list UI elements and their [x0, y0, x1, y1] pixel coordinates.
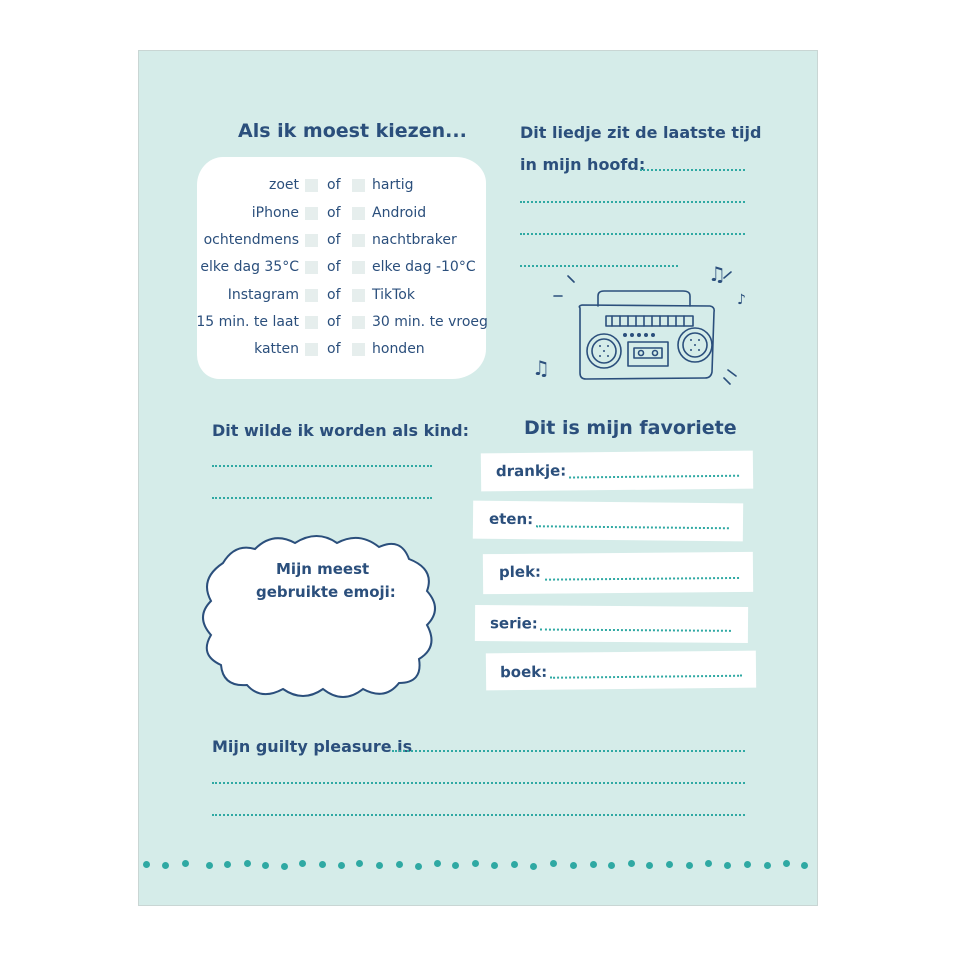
- favorite-label: drankje:: [495, 461, 567, 481]
- footer-dot: [666, 861, 673, 868]
- footer-dot: [646, 862, 653, 869]
- song-prompt: Dit liedje zit de laatste tijd: [520, 123, 762, 142]
- footer-dot: [162, 862, 169, 869]
- checkbox-left[interactable]: [305, 234, 318, 247]
- favorite-series-field[interactable]: [475, 605, 748, 643]
- footer-dot: [783, 860, 790, 867]
- footer-dot: [434, 860, 441, 867]
- choice-left: iPhone: [251, 205, 299, 221]
- favorite-line[interactable]: [540, 629, 731, 632]
- song-line[interactable]: [520, 201, 745, 203]
- footer-dot: [764, 862, 771, 869]
- choice-row: [197, 259, 486, 279]
- checkbox-left[interactable]: [305, 261, 318, 274]
- choice-right: elke dag -10°C: [372, 259, 476, 275]
- kid-line[interactable]: [212, 465, 432, 467]
- footer-dot: [452, 862, 459, 869]
- song-line[interactable]: [520, 233, 745, 235]
- checkbox-right[interactable]: [352, 343, 365, 356]
- choice-or: of: [327, 232, 341, 248]
- choice-right: hartig: [372, 177, 414, 193]
- choice-row: [197, 341, 486, 361]
- favorite-line[interactable]: [550, 675, 742, 679]
- choice-right: 30 min. te vroeg: [372, 314, 488, 330]
- music-note-icon: ♫: [708, 262, 726, 286]
- footer-dot: [143, 861, 150, 868]
- choice-left: zoet: [268, 177, 299, 193]
- choice-left: katten: [254, 341, 299, 357]
- choice-left: ochtendmens: [203, 232, 299, 248]
- choice-right: nachtbraker: [372, 232, 457, 248]
- choice-right: Android: [372, 205, 427, 221]
- footer-dot: [801, 862, 808, 869]
- footer-dot: [686, 862, 693, 869]
- emoji-cloud[interactable]: [195, 525, 443, 705]
- checkbox-left[interactable]: [305, 207, 318, 220]
- favorite-label: serie:: [489, 614, 538, 633]
- checkbox-right[interactable]: [352, 261, 365, 274]
- choice-or: of: [327, 314, 341, 330]
- footer-dot: [338, 862, 345, 869]
- checkbox-left[interactable]: [305, 316, 318, 329]
- footer-dot: [319, 861, 326, 868]
- footer-dot: [570, 862, 577, 869]
- music-note-icon: ♫: [532, 356, 550, 380]
- footer-dot: [244, 860, 251, 867]
- song-prompt-2: in mijn hoofd:: [520, 155, 646, 174]
- favorite-drink-field[interactable]: [481, 451, 753, 492]
- footer-dot: [262, 862, 269, 869]
- footer-dot: [356, 860, 363, 867]
- footer-dot: [206, 862, 213, 869]
- footer-dot: [705, 860, 712, 867]
- kid-line[interactable]: [212, 497, 432, 499]
- footer-dot: [281, 863, 288, 870]
- footer-dot: [744, 861, 751, 868]
- footer-dot: [628, 860, 635, 867]
- footer-dot: [608, 862, 615, 869]
- choices-card: [197, 157, 486, 379]
- favorite-line[interactable]: [545, 577, 739, 581]
- footer-dot: [182, 860, 189, 867]
- music-note-icon: ♪: [737, 292, 746, 308]
- favorite-line[interactable]: [536, 525, 729, 529]
- checkbox-left[interactable]: [305, 179, 318, 192]
- favorite-place-field[interactable]: [483, 552, 753, 594]
- footer-dot: [472, 860, 479, 867]
- guilty-line[interactable]: [212, 814, 745, 816]
- choice-left: Instagram: [227, 287, 299, 303]
- emoji-prompt: Mijn meest: [276, 560, 370, 578]
- song-line[interactable]: [640, 169, 745, 171]
- favorites-title: Dit is mijn favoriete: [524, 417, 737, 439]
- footer-dot: [511, 861, 518, 868]
- choice-row: [197, 232, 486, 252]
- checkbox-right[interactable]: [352, 289, 365, 302]
- choice-or: of: [327, 205, 341, 221]
- favorite-label: boek:: [499, 662, 548, 682]
- choice-right: TikTok: [372, 287, 415, 303]
- choice-or: of: [327, 259, 341, 275]
- choice-right: honden: [372, 341, 425, 357]
- footer-dot: [396, 861, 403, 868]
- footer-dot: [415, 863, 422, 870]
- choice-left: 15 min. te laat: [196, 314, 299, 330]
- checkbox-right[interactable]: [352, 207, 365, 220]
- choice-left: elke dag 35°C: [200, 259, 299, 275]
- favorite-food-field[interactable]: [473, 501, 743, 542]
- choice-row: [197, 287, 486, 307]
- footer-dot: [299, 860, 306, 867]
- favorite-line[interactable]: [569, 475, 739, 479]
- footer-dot: [491, 862, 498, 869]
- footer-dot: [590, 861, 597, 868]
- choice-row: [197, 177, 486, 197]
- footer-dot: [550, 860, 557, 867]
- choice-or: of: [327, 341, 341, 357]
- choice-row: [197, 314, 486, 334]
- kid-prompt: Dit wilde ik worden als kind:: [212, 421, 469, 440]
- checkbox-right[interactable]: [352, 179, 365, 192]
- checkbox-right[interactable]: [352, 234, 365, 247]
- checkbox-right[interactable]: [352, 316, 365, 329]
- emoji-prompt-2: gebruikte emoji:: [256, 583, 396, 601]
- guilty-prompt: Mijn guilty pleasure is: [212, 737, 413, 756]
- choices-title: Als ik moest kiezen...: [238, 120, 467, 142]
- footer-dot: [530, 863, 537, 870]
- footer-dot: [224, 861, 231, 868]
- choice-or: of: [327, 287, 341, 303]
- footer-dot: [376, 862, 383, 869]
- favorite-label: plek:: [498, 562, 542, 582]
- choice-or: of: [327, 177, 341, 193]
- favorite-book-field[interactable]: [486, 651, 756, 691]
- favorite-label: eten:: [488, 509, 534, 529]
- guilty-line[interactable]: [392, 750, 745, 752]
- checkbox-left[interactable]: [305, 289, 318, 302]
- footer-dot: [724, 862, 731, 869]
- choice-row: [197, 205, 486, 225]
- checkbox-left[interactable]: [305, 343, 318, 356]
- guilty-line[interactable]: [212, 782, 745, 784]
